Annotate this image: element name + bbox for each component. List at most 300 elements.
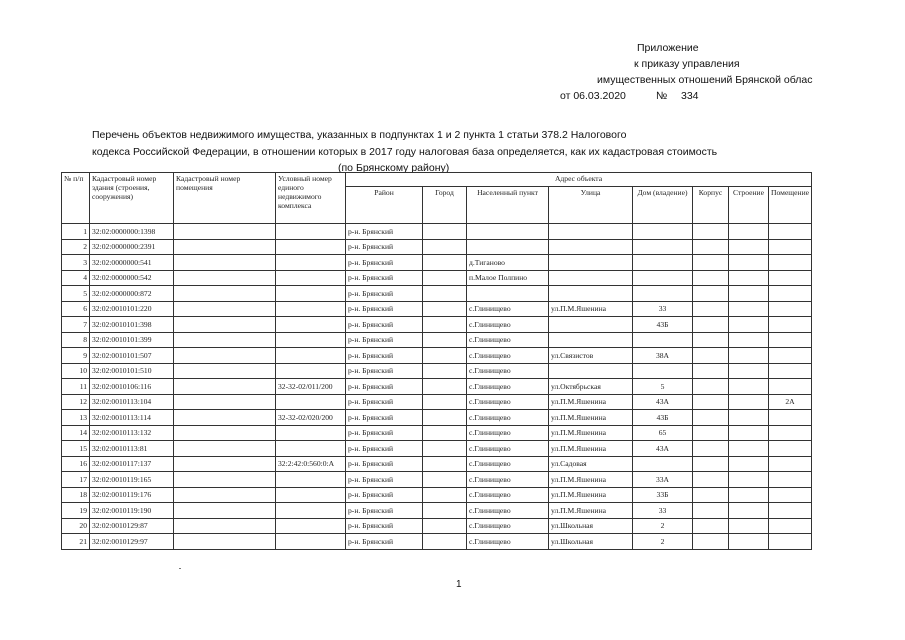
- conditional-number-cell: [276, 518, 346, 534]
- building-cell: [729, 301, 769, 317]
- title-line-3: (по Брянскому району): [338, 162, 450, 174]
- settlement-cell: п.Малое Полпино: [467, 270, 549, 286]
- city-cell: [423, 534, 467, 550]
- conditional-number-cell: [276, 441, 346, 457]
- table-row: [62, 286, 812, 302]
- building-cell: [729, 487, 769, 503]
- settlement-cell: с.Глинищево: [467, 394, 549, 410]
- street-cell: ул.П.М.Яшенина: [549, 301, 633, 317]
- row-number-cell: 16: [62, 456, 90, 472]
- settlement-cell: д.Тиганово: [467, 255, 549, 271]
- city-cell: [423, 518, 467, 534]
- cadastral-room-number-cell: [174, 332, 276, 348]
- row-number-cell: 14: [62, 425, 90, 441]
- street-cell: ул.Октябрьская: [549, 379, 633, 395]
- building-cell: [729, 394, 769, 410]
- house-cell: 65: [633, 425, 693, 441]
- house-cell: 5: [633, 379, 693, 395]
- district-cell: р-н. Брянский: [346, 317, 423, 333]
- room-cell: [769, 317, 812, 333]
- settlement-cell: [467, 224, 549, 240]
- korpus-cell: [693, 224, 729, 240]
- conditional-number-cell: [276, 363, 346, 379]
- street-cell: ул.П.М.Яшенина: [549, 425, 633, 441]
- house-cell: 43Б: [633, 317, 693, 333]
- street-cell: ул.Связистов: [549, 348, 633, 364]
- order-number-sign: №: [656, 90, 668, 102]
- street-cell: [549, 270, 633, 286]
- conditional-number-cell: [276, 348, 346, 364]
- korpus-cell: [693, 472, 729, 488]
- cadastral-building-number-cell: 32:02:0010119:165: [90, 472, 174, 488]
- street-cell: [549, 286, 633, 302]
- korpus-cell: [693, 270, 729, 286]
- cadastral-building-number-cell: 32:02:0010119:176: [90, 487, 174, 503]
- conditional-number-cell: [276, 286, 346, 302]
- cadastral-building-number-cell: 32:02:0010101:398: [90, 317, 174, 333]
- house-cell: 33Б: [633, 487, 693, 503]
- header-room: Помещение: [769, 187, 812, 224]
- table-row: [62, 487, 812, 503]
- row-number-cell: 13: [62, 410, 90, 426]
- house-cell: 43А: [633, 441, 693, 457]
- city-cell: [423, 441, 467, 457]
- order-reference: к приказу управления: [634, 58, 740, 70]
- city-cell: [423, 379, 467, 395]
- conditional-number-cell: [276, 270, 346, 286]
- street-cell: ул.П.М.Яшенина: [549, 441, 633, 457]
- row-number-cell: 15: [62, 441, 90, 457]
- header-district: Район: [346, 187, 423, 224]
- row-number-cell: 10: [62, 363, 90, 379]
- row-number-cell: 17: [62, 472, 90, 488]
- settlement-cell: с.Глинищево: [467, 456, 549, 472]
- house-cell: 38А: [633, 348, 693, 364]
- district-cell: р-н. Брянский: [346, 270, 423, 286]
- settlement-cell: [467, 239, 549, 255]
- cadastral-building-number-cell: 32:02:0010101:507: [90, 348, 174, 364]
- cadastral-building-number-cell: 32:02:0000000:542: [90, 270, 174, 286]
- settlement-cell: с.Глинищево: [467, 410, 549, 426]
- building-cell: [729, 425, 769, 441]
- table-row: [62, 534, 812, 550]
- street-cell: [549, 255, 633, 271]
- district-cell: р-н. Брянский: [346, 286, 423, 302]
- settlement-cell: с.Глинищево: [467, 317, 549, 333]
- room-cell: [769, 534, 812, 550]
- korpus-cell: [693, 456, 729, 472]
- scan-speck: [179, 568, 181, 569]
- street-cell: ул.П.М.Яшенина: [549, 503, 633, 519]
- page-number: 1: [456, 579, 462, 590]
- settlement-cell: с.Глинищево: [467, 487, 549, 503]
- cadastral-building-number-cell: 32:02:0010129:87: [90, 518, 174, 534]
- table-row: [62, 224, 812, 240]
- header-num: № п/п: [62, 173, 90, 224]
- building-cell: [729, 472, 769, 488]
- settlement-cell: с.Глинищево: [467, 348, 549, 364]
- district-cell: р-н. Брянский: [346, 301, 423, 317]
- district-cell: р-н. Брянский: [346, 456, 423, 472]
- settlement-cell: с.Глинищево: [467, 425, 549, 441]
- cadastral-building-number-cell: 32:02:0000000:872: [90, 286, 174, 302]
- building-cell: [729, 456, 769, 472]
- district-cell: р-н. Брянский: [346, 224, 423, 240]
- table-row: [62, 472, 812, 488]
- row-number-cell: 19: [62, 503, 90, 519]
- document-title: [92, 127, 717, 177]
- district-cell: р-н. Брянский: [346, 394, 423, 410]
- conditional-number-cell: [276, 534, 346, 550]
- cadastral-room-number-cell: [174, 518, 276, 534]
- appendix-label: Приложение: [637, 42, 699, 54]
- korpus-cell: [693, 503, 729, 519]
- conditional-number-cell: [276, 224, 346, 240]
- cadastral-room-number-cell: [174, 425, 276, 441]
- conditional-number-cell: [276, 503, 346, 519]
- korpus-cell: [693, 410, 729, 426]
- street-cell: [549, 332, 633, 348]
- table-row: [62, 394, 812, 410]
- korpus-cell: [693, 363, 729, 379]
- street-cell: [549, 239, 633, 255]
- cadastral-building-number-cell: 32:02:0000000:2391: [90, 239, 174, 255]
- street-cell: ул.П.М.Яшенина: [549, 394, 633, 410]
- street-cell: ул.Школьная: [549, 534, 633, 550]
- city-cell: [423, 301, 467, 317]
- room-cell: [769, 472, 812, 488]
- header-korpus: Корпус: [693, 187, 729, 224]
- cadastral-room-number-cell: [174, 286, 276, 302]
- header-house: Дом (владение): [633, 187, 693, 224]
- cadastral-room-number-cell: [174, 270, 276, 286]
- district-cell: р-н. Брянский: [346, 255, 423, 271]
- room-cell: [769, 425, 812, 441]
- header-building: Строение: [729, 187, 769, 224]
- street-cell: [549, 317, 633, 333]
- building-cell: [729, 503, 769, 519]
- building-cell: [729, 410, 769, 426]
- house-cell: 33: [633, 301, 693, 317]
- conditional-number-cell: [276, 425, 346, 441]
- cadastral-room-number-cell: [174, 410, 276, 426]
- table-row: [62, 503, 812, 519]
- korpus-cell: [693, 379, 729, 395]
- house-cell: [633, 456, 693, 472]
- conditional-number-cell: [276, 472, 346, 488]
- header-address-group: Адрес объекта: [346, 173, 812, 187]
- house-cell: [633, 270, 693, 286]
- city-cell: [423, 270, 467, 286]
- cadastral-building-number-cell: 32:02:0000000:1398: [90, 224, 174, 240]
- korpus-cell: [693, 441, 729, 457]
- room-cell: [769, 518, 812, 534]
- table-row: [62, 317, 812, 333]
- street-cell: ул.П.М.Яшенина: [549, 487, 633, 503]
- conditional-number-cell: 32-32-02/020/200: [276, 410, 346, 426]
- order-number: 334: [681, 90, 699, 102]
- house-cell: 33: [633, 503, 693, 519]
- building-cell: [729, 270, 769, 286]
- row-number-cell: 11: [62, 379, 90, 395]
- district-cell: р-н. Брянский: [346, 472, 423, 488]
- conditional-number-cell: [276, 332, 346, 348]
- room-cell: [769, 239, 812, 255]
- row-number-cell: 9: [62, 348, 90, 364]
- street-cell: ул.Школьная: [549, 518, 633, 534]
- table-row: [62, 270, 812, 286]
- header-city: Город: [423, 187, 467, 224]
- cadastral-room-number-cell: [174, 487, 276, 503]
- conditional-number-cell: [276, 394, 346, 410]
- property-table: [61, 172, 812, 550]
- district-cell: р-н. Брянский: [346, 503, 423, 519]
- room-cell: [769, 456, 812, 472]
- table-row: [62, 425, 812, 441]
- district-cell: р-н. Брянский: [346, 379, 423, 395]
- building-cell: [729, 332, 769, 348]
- city-cell: [423, 425, 467, 441]
- conditional-number-cell: [276, 239, 346, 255]
- settlement-cell: с.Глинищево: [467, 301, 549, 317]
- district-cell: р-н. Брянский: [346, 332, 423, 348]
- table-row: [62, 363, 812, 379]
- settlement-cell: с.Глинищево: [467, 534, 549, 550]
- district-cell: р-н. Брянский: [346, 348, 423, 364]
- house-cell: [633, 286, 693, 302]
- row-number-cell: 20: [62, 518, 90, 534]
- korpus-cell: [693, 239, 729, 255]
- row-number-cell: 21: [62, 534, 90, 550]
- settlement-cell: с.Глинищево: [467, 518, 549, 534]
- table-row: [62, 348, 812, 364]
- room-cell: 2А: [769, 394, 812, 410]
- row-number-cell: 1: [62, 224, 90, 240]
- table-row: [62, 379, 812, 395]
- korpus-cell: [693, 394, 729, 410]
- district-cell: р-н. Брянский: [346, 410, 423, 426]
- row-number-cell: 6: [62, 301, 90, 317]
- district-cell: р-н. Брянский: [346, 363, 423, 379]
- district-cell: р-н. Брянский: [346, 534, 423, 550]
- district-cell: р-н. Брянский: [346, 441, 423, 457]
- street-cell: ул.Садовая: [549, 456, 633, 472]
- table-row: [62, 456, 812, 472]
- building-cell: [729, 379, 769, 395]
- house-cell: [633, 224, 693, 240]
- city-cell: [423, 239, 467, 255]
- district-cell: р-н. Брянский: [346, 239, 423, 255]
- house-cell: 43А: [633, 394, 693, 410]
- korpus-cell: [693, 518, 729, 534]
- settlement-cell: с.Глинищево: [467, 332, 549, 348]
- building-cell: [729, 239, 769, 255]
- order-date: от 06.03.2020: [560, 90, 626, 102]
- district-cell: р-н. Брянский: [346, 487, 423, 503]
- table-row: [62, 518, 812, 534]
- building-cell: [729, 534, 769, 550]
- row-number-cell: 2: [62, 239, 90, 255]
- cadastral-room-number-cell: [174, 363, 276, 379]
- settlement-cell: с.Глинищево: [467, 503, 549, 519]
- building-cell: [729, 348, 769, 364]
- city-cell: [423, 286, 467, 302]
- building-cell: [729, 441, 769, 457]
- cadastral-building-number-cell: 32:02:0000000:541: [90, 255, 174, 271]
- conditional-number-cell: 32-32-02/011/200: [276, 379, 346, 395]
- cadastral-room-number-cell: [174, 456, 276, 472]
- cadastral-building-number-cell: 32:02:0010113:114: [90, 410, 174, 426]
- conditional-number-cell: [276, 301, 346, 317]
- row-number-cell: 3: [62, 255, 90, 271]
- cadastral-room-number-cell: [174, 534, 276, 550]
- table-row: [62, 410, 812, 426]
- table-row: [62, 441, 812, 457]
- city-cell: [423, 410, 467, 426]
- korpus-cell: [693, 286, 729, 302]
- building-cell: [729, 224, 769, 240]
- cadastral-building-number-cell: 32:02:0010119:190: [90, 503, 174, 519]
- city-cell: [423, 394, 467, 410]
- cadastral-room-number-cell: [174, 224, 276, 240]
- korpus-cell: [693, 301, 729, 317]
- korpus-cell: [693, 348, 729, 364]
- row-number-cell: 12: [62, 394, 90, 410]
- street-cell: ул.П.М.Яшенина: [549, 472, 633, 488]
- city-cell: [423, 456, 467, 472]
- building-cell: [729, 286, 769, 302]
- cadastral-room-number-cell: [174, 394, 276, 410]
- house-cell: 2: [633, 518, 693, 534]
- cadastral-building-number-cell: 32:02:0010113:81: [90, 441, 174, 457]
- row-number-cell: 8: [62, 332, 90, 348]
- header-settlement: Населенный пункт: [467, 187, 549, 224]
- cadastral-room-number-cell: [174, 301, 276, 317]
- korpus-cell: [693, 255, 729, 271]
- settlement-cell: с.Глинищево: [467, 441, 549, 457]
- room-cell: [769, 363, 812, 379]
- room-cell: [769, 255, 812, 271]
- cadastral-building-number-cell: 32:02:0010101:399: [90, 332, 174, 348]
- cadastral-room-number-cell: [174, 255, 276, 271]
- korpus-cell: [693, 332, 729, 348]
- conditional-number-cell: 32:2:42:0:560:0:А: [276, 456, 346, 472]
- room-cell: [769, 348, 812, 364]
- house-cell: 33А: [633, 472, 693, 488]
- cadastral-room-number-cell: [174, 317, 276, 333]
- cadastral-building-number-cell: 32:02:0010106:116: [90, 379, 174, 395]
- cadastral-building-number-cell: 32:02:0010101:220: [90, 301, 174, 317]
- row-number-cell: 5: [62, 286, 90, 302]
- authority-name: имущественных отношений Брянской облас: [597, 74, 813, 86]
- cadastral-building-number-cell: 32:02:0010129:97: [90, 534, 174, 550]
- street-cell: ул.П.М.Яшенина: [549, 410, 633, 426]
- building-cell: [729, 518, 769, 534]
- room-cell: [769, 503, 812, 519]
- row-number-cell: 4: [62, 270, 90, 286]
- row-number-cell: 18: [62, 487, 90, 503]
- korpus-cell: [693, 487, 729, 503]
- city-cell: [423, 487, 467, 503]
- house-cell: [633, 255, 693, 271]
- header-cadastral-building: Кадастровый номер здания (строения, сооружения): [90, 173, 174, 224]
- cadastral-building-number-cell: 32:02:0010113:132: [90, 425, 174, 441]
- cadastral-room-number-cell: [174, 379, 276, 395]
- street-cell: [549, 363, 633, 379]
- room-cell: [769, 332, 812, 348]
- table-row: [62, 255, 812, 271]
- city-cell: [423, 348, 467, 364]
- settlement-cell: с.Глинищево: [467, 363, 549, 379]
- district-cell: р-н. Брянский: [346, 425, 423, 441]
- settlement-cell: [467, 286, 549, 302]
- korpus-cell: [693, 425, 729, 441]
- room-cell: [769, 224, 812, 240]
- house-cell: [633, 239, 693, 255]
- korpus-cell: [693, 534, 729, 550]
- house-cell: [633, 363, 693, 379]
- room-cell: [769, 270, 812, 286]
- table-body: [62, 224, 812, 550]
- cadastral-room-number-cell: [174, 239, 276, 255]
- room-cell: [769, 487, 812, 503]
- building-cell: [729, 363, 769, 379]
- conditional-number-cell: [276, 487, 346, 503]
- building-cell: [729, 317, 769, 333]
- cadastral-room-number-cell: [174, 441, 276, 457]
- cadastral-room-number-cell: [174, 503, 276, 519]
- title-line-2: кодекса Российской Федерации, в отношении которых в 2017 году налоговая база определяется, как их кадастровая стоимость: [92, 145, 718, 158]
- korpus-cell: [693, 317, 729, 333]
- city-cell: [423, 255, 467, 271]
- city-cell: [423, 224, 467, 240]
- building-cell: [729, 255, 769, 271]
- table-row: [62, 301, 812, 317]
- city-cell: [423, 332, 467, 348]
- city-cell: [423, 363, 467, 379]
- cadastral-building-number-cell: 32:02:0010113:104: [90, 394, 174, 410]
- title-line-1: Перечень объектов недвижимого имущества, указанных в подпунктах 1 и 2 пункта 1 статьи 378.2 Налогового: [92, 129, 627, 141]
- house-cell: 43Б: [633, 410, 693, 426]
- room-cell: [769, 379, 812, 395]
- header-street: Улица: [549, 187, 633, 224]
- cadastral-building-number-cell: 32:02:0010101:510: [90, 363, 174, 379]
- room-cell: [769, 410, 812, 426]
- conditional-number-cell: [276, 317, 346, 333]
- cadastral-building-number-cell: 32:02:0010117:137: [90, 456, 174, 472]
- table-row: [62, 239, 812, 255]
- district-cell: р-н. Брянский: [346, 518, 423, 534]
- conditional-number-cell: [276, 255, 346, 271]
- room-cell: [769, 301, 812, 317]
- street-cell: [549, 224, 633, 240]
- settlement-cell: с.Глинищево: [467, 472, 549, 488]
- city-cell: [423, 317, 467, 333]
- city-cell: [423, 503, 467, 519]
- room-cell: [769, 286, 812, 302]
- house-cell: 2: [633, 534, 693, 550]
- cadastral-room-number-cell: [174, 472, 276, 488]
- row-number-cell: 7: [62, 317, 90, 333]
- table-row: [62, 332, 812, 348]
- settlement-cell: с.Глинищево: [467, 379, 549, 395]
- house-cell: [633, 332, 693, 348]
- header-cadastral-room: Кадастровый номер помещения: [174, 173, 276, 224]
- room-cell: [769, 441, 812, 457]
- city-cell: [423, 472, 467, 488]
- cadastral-room-number-cell: [174, 348, 276, 364]
- header-conditional-number: Условный номер единого недвижимого комплекса: [276, 173, 346, 224]
